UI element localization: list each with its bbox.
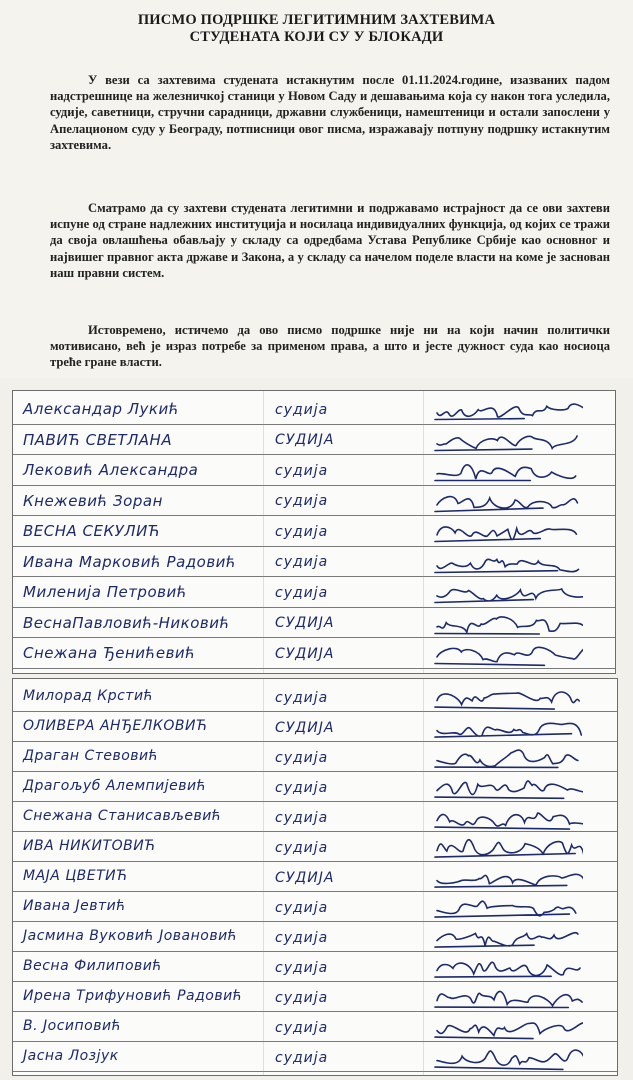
signature-row-line (13, 607, 615, 608)
handwritten-signature (433, 985, 583, 1011)
signature-row-line (13, 951, 617, 952)
signatory-name: Драган Стевовић (23, 748, 159, 765)
signatory-role: судија (275, 989, 329, 1006)
signatory-role: СУДИЈА (275, 432, 335, 449)
signatory-role: судија (275, 689, 329, 706)
signatory-name: Кнежевић Зоран (23, 491, 163, 510)
handwritten-signature (433, 1045, 583, 1071)
signature-row-line (13, 1041, 617, 1042)
signatory-name: Весна Филиповић (23, 958, 162, 975)
signatory-name: ВЕСНА СЕКУЛИЋ (23, 522, 161, 541)
handwritten-signature (433, 745, 583, 771)
paragraph-1: У вези са захтевима студената истакнутим после 01.11.2024.године, изазваних падом надстрешнице на железничкој станици у Новом Саду и дешавањима која су након тога уследила, судије, саветници, стручни сарадници, државни службеници, намештеници и остали запослени у Апелационом суду у Београду, потписници овог писма, изражавају потпуну подршку истакнутим захтевима. (50, 73, 610, 152)
signatory-role: судија (275, 959, 329, 976)
signatory-role: судија (275, 584, 329, 601)
signatory-role: судија (275, 929, 329, 946)
signature-row-line (13, 515, 615, 516)
signatory-role: судија (275, 401, 329, 418)
column-divider (423, 679, 424, 1075)
signature-row-line (13, 424, 615, 425)
signatory-name: Ивана Јевтић (23, 898, 126, 915)
signatory-name: Александар Лукић (23, 400, 179, 419)
handwritten-signature (433, 519, 583, 546)
signatory-role: СУДИЈА (275, 615, 335, 632)
signatory-role: судија (275, 523, 329, 540)
signatory-role: судија (275, 809, 329, 826)
handwritten-signature (433, 805, 583, 831)
signatory-name: В. Јосиповић (23, 1018, 122, 1035)
signature-row-line (13, 711, 617, 712)
signature-row-line (13, 576, 615, 577)
handwritten-signature (433, 489, 583, 516)
handwritten-signature (433, 865, 583, 891)
signatory-name: ВеснаПавловић-Никовић (23, 613, 230, 632)
signatory-name: Ивана Марковић Радовић (23, 552, 237, 571)
signature-row-line (13, 741, 617, 742)
handwritten-signature (433, 397, 583, 424)
signatory-role: судија (275, 462, 329, 479)
signatory-name: Ирена Трифуновић Радовић (23, 988, 243, 1005)
handwritten-signature (433, 955, 583, 981)
paragraph-3: Истовремено, истичемо да ово писмо подршке није ни на који начин политички мотивисано, већ је израз потребе за применом права, а што и јесте дужност суда као носиоца треће гране власти. (50, 323, 610, 370)
handwritten-signature (433, 775, 583, 801)
signatory-name: ОЛИВЕРА АНЂЕЛКОВИЋ (23, 718, 208, 735)
letter-title (0, 12, 633, 46)
signature-row-line (13, 861, 617, 862)
signature-row-line (13, 831, 617, 832)
column-divider (423, 391, 424, 673)
handwritten-signature (433, 458, 583, 485)
signature-row-line (13, 546, 615, 547)
handwritten-signature (433, 1015, 583, 1041)
signature-sheet-1 (12, 390, 616, 674)
signatory-name: Снежана Ђенићевић (23, 644, 196, 663)
signatory-name: Милорад Крстић (23, 688, 154, 705)
signature-row-line (13, 454, 615, 455)
signatory-role: судија (275, 1019, 329, 1036)
signatory-name: Миленија Петровић (23, 583, 188, 602)
signatory-role: судија (275, 1049, 329, 1066)
title-line-2: СТУДЕНАТА КОЈИ СУ У БЛОКАДИ (189, 29, 444, 45)
handwritten-signature (433, 550, 583, 577)
signatory-role: СУДИЈА (275, 645, 335, 662)
signatory-name: Снежана Станисављевић (23, 808, 222, 825)
handwritten-signature (433, 641, 583, 668)
signatory-name: Драгољуб Алемпијевић (23, 778, 207, 795)
signature-row-line (13, 981, 617, 982)
signatory-name: ПАВИЋ СВЕТЛАНА (23, 430, 173, 449)
signatory-role: СУДИЈА (275, 869, 335, 886)
handwritten-signature (433, 835, 583, 861)
signature-row-line (13, 485, 615, 486)
handwritten-signature (433, 895, 583, 921)
signature-row-line (13, 668, 615, 669)
signatory-name: Лековић Александра (23, 461, 199, 480)
signature-row-line (13, 891, 617, 892)
signatory-name: МАЈА ЦВЕТИЋ (23, 868, 128, 885)
signatory-role: судија (275, 779, 329, 796)
handwritten-signature (433, 611, 583, 638)
signatory-role: судија (275, 493, 329, 510)
signatory-role: судија (275, 554, 329, 571)
handwritten-signature (433, 685, 583, 711)
signatory-name: ИВА НИКИТОВИЋ (23, 838, 156, 855)
signature-sheet-2 (12, 678, 618, 1076)
signature-row-line (13, 771, 617, 772)
signatory-role: судија (275, 899, 329, 916)
signature-row-line (13, 1011, 617, 1012)
handwritten-signature (433, 715, 583, 741)
signatory-role: судија (275, 839, 329, 856)
signature-row-line (13, 1071, 617, 1072)
signature-row-line (13, 801, 617, 802)
column-divider (263, 391, 264, 673)
signatory-role: судија (275, 749, 329, 766)
support-letter (0, 0, 633, 378)
column-divider (263, 679, 264, 1075)
signature-row-line (13, 637, 615, 638)
signature-row-line (13, 921, 617, 922)
signatory-role: СУДИЈА (275, 719, 335, 736)
handwritten-signature (433, 428, 583, 455)
handwritten-signature (433, 925, 583, 951)
title-line-1: ПИСМО ПОДРШКЕ ЛЕГИТИМНИМ ЗАХТЕВИМА (137, 12, 496, 28)
signatory-name: Јасмина Вуковић Јовановић (23, 928, 238, 945)
handwritten-signature (433, 580, 583, 607)
signatory-name: Јасна Лозјук (23, 1048, 119, 1065)
paragraph-2: Сматрамо да су захтеви студената легитимни и подржавамо истрајност да се ови захтеви испуне од стране надлежних институција и носилаца индивидуалних функција, од којих се тражи да своја овлашћења обављају у складу са одредбама Устава Републике Србије као основног и највишег правног акта државе и Закона, а у складу са начелом поделе власти на коме је заснован наш правни систем. (50, 201, 610, 280)
